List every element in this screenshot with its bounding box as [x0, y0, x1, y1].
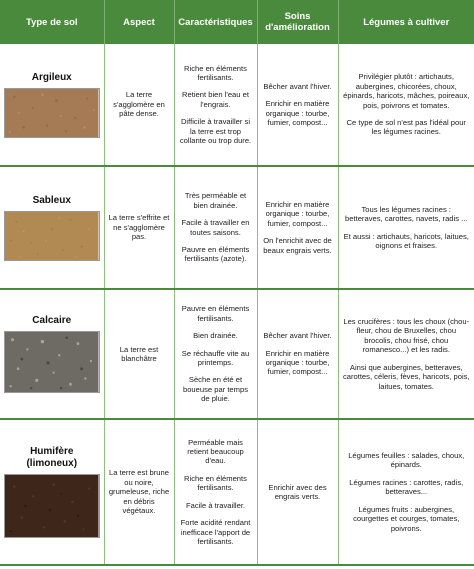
header-soins: Soins d'amélioration	[257, 0, 338, 44]
table-row-calcaire	[0, 289, 474, 419]
soin-item: Enrichir en matière organique : tourbe, fumier, compost...	[265, 348, 330, 377]
caracteristique-item: Forte acidité rendant inefficace l'apport de fertilisants.	[180, 518, 251, 546]
soil-name: Argileux	[31, 71, 72, 83]
caracteristique-item: Se réchauffe vite au printemps.	[181, 348, 250, 367]
soil-sample-image	[4, 211, 100, 261]
legume-item: Et aussi : artichauts, haricots, laitues, oignons et fraises.	[343, 231, 469, 250]
soil-type-cell	[0, 419, 104, 565]
soil-name: Sableux	[32, 194, 71, 206]
caracteristique-item: Pauvre en éléments fertilisants (azote).	[181, 244, 250, 264]
legumes-cell	[338, 289, 474, 419]
header-caracteristiques: Caractéristiques	[174, 0, 257, 44]
soin-item: Bêcher avant l'hiver.	[263, 81, 332, 91]
aspect-cell: La terre est brune ou noire, grumeleuse, riche en débris végétaux.	[104, 419, 174, 565]
aspect-cell: La terre est blanchâtre	[104, 289, 174, 419]
caracteristiques-cell	[174, 44, 257, 166]
caracteristique-item: Retient bien l'eau et l'engrais.	[182, 90, 249, 109]
soil-sample-image	[4, 88, 100, 138]
legume-item: Ce type de sol n'est pas l'idéal pour les légumes racines.	[346, 117, 466, 137]
soins-cell	[257, 419, 338, 565]
caracteristique-item: Riche en éléments fertilisants.	[184, 473, 247, 493]
soil-type-cell	[0, 44, 104, 166]
header-row	[0, 0, 474, 44]
table-row-humifere	[0, 419, 474, 565]
caracteristiques-cell	[174, 289, 257, 419]
caracteristique-item: Facile à travailler.	[185, 500, 246, 510]
header-aspect: Aspect	[104, 0, 174, 44]
legume-item: Ainsi que aubergines, betteraves, carottes, céleris, fèves, haricots, pois, laitues, tomates.	[342, 362, 470, 391]
legume-item: Légumes racines : carottes, radis, betteraves...	[349, 477, 464, 497]
table-row-argileux	[0, 44, 474, 166]
caracteristique-item: Pauvre en éléments fertilisants.	[181, 304, 250, 323]
caracteristiques-cell	[174, 166, 257, 289]
soil-type-cell	[0, 289, 104, 419]
caracteristique-item: Bien drainée.	[193, 331, 238, 341]
soil-type-cell	[0, 166, 104, 289]
soins-cell	[257, 289, 338, 419]
caracteristique-item: Riche en éléments fertilisants.	[184, 63, 247, 82]
table-row-sableux	[0, 166, 474, 289]
soins-cell	[257, 44, 338, 166]
soin-item: Enrichir avec des engrais verts.	[268, 482, 327, 501]
legume-item: Privilégier plutôt : artichauts, aubergines, chicorées, choux, épinards, haricots, mâches, poireaux, pois, poivrons et tomates.	[343, 72, 470, 110]
soins-cell	[257, 166, 338, 289]
legume-item: Les crucifères : tous les choux (chou-fleur, chou de Bruxelles, chou brocolis, chou frisé, chou romanesco...) et les radis.	[343, 317, 470, 355]
header-type: Type de sol	[0, 0, 104, 44]
caracteristique-item: Très perméable et bien drainée.	[184, 191, 247, 210]
legumes-cell	[338, 166, 474, 289]
legumes-cell	[338, 44, 474, 166]
soin-item: Enrichir en matière organique : tourbe, fumier, compost...	[265, 99, 330, 127]
legume-item: Tous les légumes racines : betteraves, carottes, navets, radis ...	[345, 204, 468, 224]
soil-name: Humifère (limoneux)	[26, 446, 78, 469]
aspect-cell: La terre s'effrite et ne s'agglomère pas.	[104, 166, 174, 289]
caracteristiques-cell	[174, 419, 257, 565]
soil-name: Calcaire	[32, 315, 72, 326]
legume-item: Légumes feuilles : salades, choux, épinards.	[348, 451, 465, 470]
soin-item: Bêcher avant l'hiver.	[263, 331, 332, 341]
aspect-cell: La terre s'agglomère en pâte dense.	[104, 44, 174, 166]
soil-sample-image	[4, 331, 100, 393]
soil-sample-image	[4, 474, 100, 538]
legumes-cell	[338, 419, 474, 565]
legume-item: Légumes fruits : aubergines, courgettes et courges, tomates, poivrons.	[353, 504, 460, 533]
caracteristique-item: Sèche en été et boueuse par temps de pluie.	[182, 375, 248, 404]
caracteristique-item: Difficile à travailler si la terre est trop collante ou trop dure.	[179, 117, 252, 146]
caracteristique-item: Facile à travailler en toutes saisons.	[181, 218, 250, 237]
header-legumes: Légumes à cultiver	[338, 0, 474, 44]
soin-item: On l'enrichit avec de beaux engrais verts.	[263, 236, 332, 255]
soin-item: Enrichir en matière organique : tourbe, fumier, compost...	[265, 199, 330, 228]
caracteristique-item: Perméable mais retient beaucoup d'eau.	[187, 437, 244, 466]
